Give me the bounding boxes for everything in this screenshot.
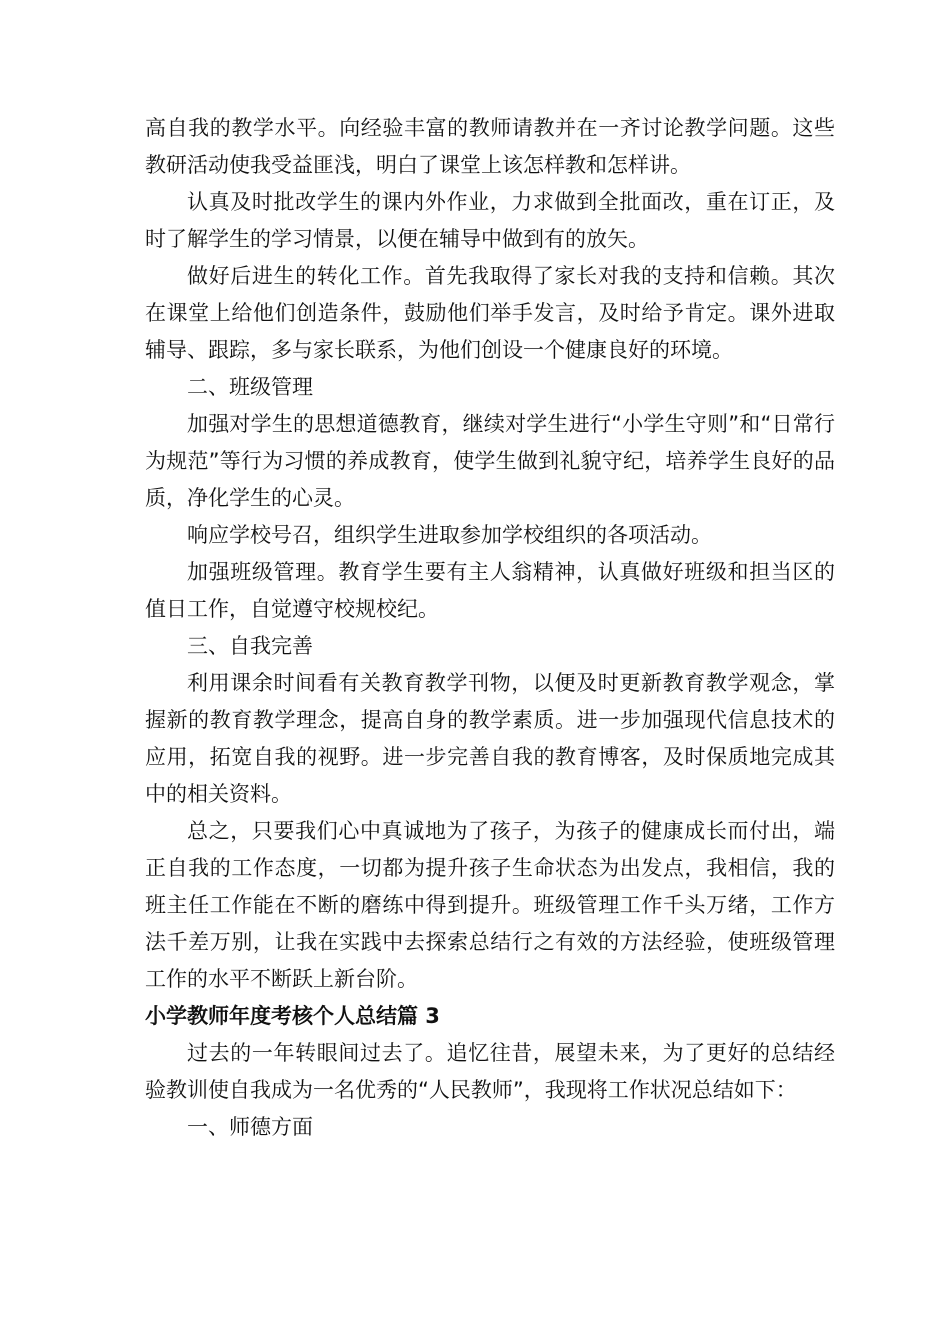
paragraph-2: 认真及时批改学生的课内外作业，力求做到全批面改，重在订正，及时了解学生的学习情景，以便在辅导中做到有的放矢。 xyxy=(145,190,835,251)
subheading-self-improvement: 三、自我完善 xyxy=(187,634,313,658)
paragraph-6: 响应学校号召，组织学生进取参加学校组织的各项活动。 xyxy=(187,523,712,547)
paragraph-1: 高自我的教学水平。向经验丰富的教师请教并在一齐讨论教学问题。这些教研活动使我受益匪浅，明白了课堂上该怎样教和怎样讲。 xyxy=(145,116,835,177)
paragraph-10: 总之，只要我们心中真诚地为了孩子，为孩子的健康成长而付出，端正自我的工作态度，一切都为提升孩子生命状态为出发点，我相信，我的班主任工作能在不断的磨练中得到提升。班级管理工作千头万绪，工作方法千差万别，让我在实践中去探索总结行之有效的方法经验，使班级管理工作的水平不断跃上新台阶。 xyxy=(145,819,835,991)
paragraph-3: 做好后进生的转化工作。首先我取得了家长对我的支持和信赖。其次在课堂上给他们创造条件，鼓励他们举手发言，及时给予肯定。课外进取辅导、跟踪，多与家长联系，为他们创设一个健康良好的环境。 xyxy=(145,264,835,362)
paragraph-after-1: 过去的一年转眼间过去了。追忆往昔，展望未来，为了更好的总结经验教训使自我成为一名优秀的“人民教师”，我现将工作状况总结如下： xyxy=(145,1041,835,1102)
paragraph-9: 利用课余时间看有关教育教学刊物，以便及时更新教育教学观念，掌握新的教育教学理念，提高自身的教学素质。进一步加强现代信息技术的应用，拓宽自我的视野。进一步完善自我的教育博客，及时保质地完成其中的相关资料。 xyxy=(145,671,835,806)
section-heading: 小学教师年度考核个人总结篇 3 xyxy=(145,1004,440,1028)
paragraph-7: 加强班级管理。教育学生要有主人翁精神，认真做好班级和担当区的值日工作，自觉遵守校规校纪。 xyxy=(145,560,835,621)
document-body xyxy=(145,110,835,1146)
subheading-class-management: 二、班级管理 xyxy=(187,375,313,399)
subheading-teacher-ethics: 一、师德方面 xyxy=(187,1115,313,1139)
paragraph-5: 加强对学生的思想道德教育，继续对学生进行“小学生守则”和“日常行为规范”等行为习惯的养成教育，使学生做到礼貌守纪，培养学生良好的品质，净化学生的心灵。 xyxy=(145,412,835,510)
